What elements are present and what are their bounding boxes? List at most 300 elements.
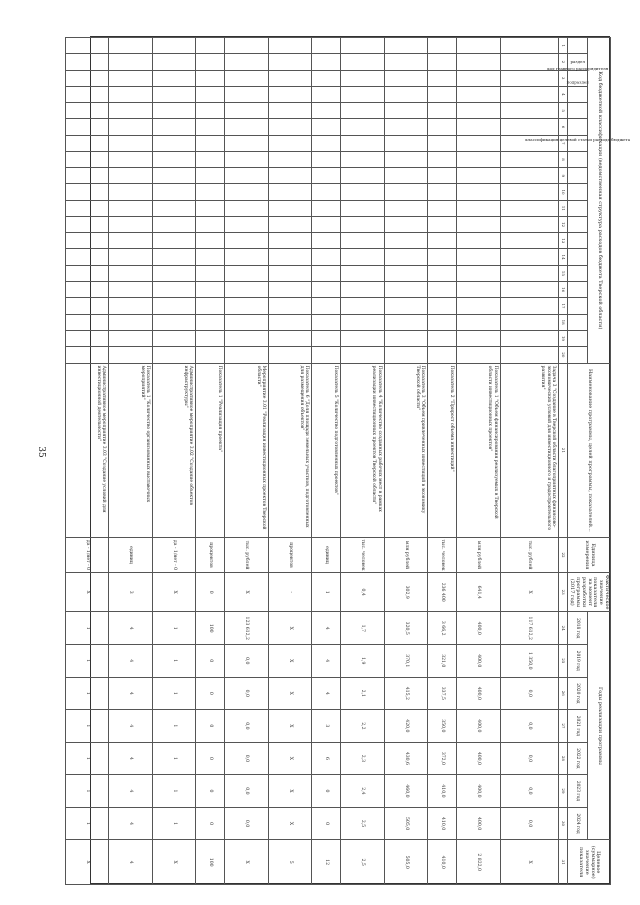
code-cell [109,216,153,232]
code-cell [65,70,109,86]
code-cell [384,184,428,200]
code-cell [312,314,341,330]
code-cell [457,200,501,216]
code-cell [109,233,153,249]
code-cell [341,184,385,200]
row-year-value: 4 [312,645,341,678]
row-unit: единиц [312,538,341,573]
row-base: Х [152,572,196,612]
row-year-value: 2,2 [341,710,385,743]
code-cell [500,70,558,86]
code-cell [109,200,153,216]
column-number: 12 [558,216,567,232]
row-name: Показатель 1 "Количество организованных выставочных мероприятий" [109,363,153,537]
header-row-indices [558,38,567,885]
code-cell [341,233,385,249]
code-cell [384,200,428,216]
code-cell [384,54,428,70]
code-cell [428,70,457,86]
code-cell [312,103,341,119]
row-base: Х [65,572,109,612]
row-year-value: 4 [109,677,153,710]
code-column-header [567,314,588,330]
code-cell [457,119,501,135]
column-number: 10 [558,184,567,200]
code-cell [109,86,153,102]
code-cell [65,298,109,314]
code-cell [312,86,341,102]
code-cell [225,38,269,54]
row-year-value: 1,7 [341,612,385,645]
code-cell [341,38,385,54]
code-cell [457,168,501,184]
row-year-value: 1 [65,742,109,775]
row-year-value: 0,0 [500,775,558,808]
row-year-value: 2,3 [341,742,385,775]
code-cell [225,70,269,86]
code-cell [384,330,428,346]
row-year-value: 430,6 [384,742,428,775]
row-year-value: 4 [109,807,153,840]
row-year-value: 400,0 [457,612,501,645]
code-cell [152,314,196,330]
row-year-value: 4 [312,677,341,710]
code-cell [152,298,196,314]
row-total: Х [152,840,196,885]
row-year-value: 1,9 [341,645,385,678]
row-year-value: 0 [312,775,341,808]
code-cell [152,347,196,364]
code-cell [109,298,153,314]
column-number: 7 [558,135,567,151]
code-cell [500,200,558,216]
row-year-value: 400,0 [457,775,501,808]
code-cell [341,347,385,364]
code-cell [341,298,385,314]
code-cell [341,54,385,70]
code-cell [341,249,385,265]
row-year-value: 0,0 [225,807,269,840]
code-cell [312,298,341,314]
code-cell [384,314,428,330]
code-cell [428,298,457,314]
row-year-value: 3 [312,710,341,743]
row-base: 302,9 [384,572,428,612]
code-cell [312,281,341,297]
code-cell [196,233,225,249]
code-cell [428,86,457,102]
code-cell [312,249,341,265]
column-number: 31 [558,840,567,885]
code-cell [109,38,153,54]
table-row [152,38,196,885]
code-cell [457,135,501,151]
code-cell [152,249,196,265]
row-year-value: 0 [196,775,225,808]
code-cell [65,151,109,167]
row-year-value: Х [268,742,312,775]
code-cell [341,119,385,135]
header-final: Целевое (суммарное) значение показателя [567,840,610,885]
code-cell [457,216,501,232]
row-year-value: 1 [152,775,196,808]
code-cell [152,281,196,297]
code-cell [384,265,428,281]
row-year-value: 1 [65,645,109,678]
code-column-header [567,103,588,119]
code-cell [65,103,109,119]
column-number: 5 [558,103,567,119]
column-number: 20 [558,347,567,364]
code-cell [500,119,558,135]
code-cell [268,298,312,314]
row-name: Административное мероприятие 3.03 "Создание условий для инвестиционной деятельности" [65,363,109,537]
row-year-value: Х [268,645,312,678]
code-column-header [525,86,631,142]
code-cell [152,119,196,135]
year-column-header: 2023 год [567,775,588,808]
code-cell [384,347,428,364]
row-total: Х [500,840,558,885]
code-cell [152,184,196,200]
code-cell [196,38,225,54]
code-cell [268,86,312,102]
row-year-value: 460,0 [384,775,428,808]
code-cell [109,184,153,200]
code-cell [65,168,109,184]
row-year-value: 1 [152,807,196,840]
code-cell [196,281,225,297]
column-number: 25 [558,645,567,678]
row-total: Х [65,840,109,885]
row-total: 4 [109,840,153,885]
row-name: Показатель 2 "Прирост объема инвестиций" [428,363,457,537]
code-cell [500,314,558,330]
row-year-value: 372,0 [428,742,457,775]
row-base: 236 400 [428,572,457,612]
column-number: 18 [558,314,567,330]
code-cell [65,330,109,346]
row-unit: млн рублей [457,538,501,573]
code-cell [384,119,428,135]
code-cell [500,347,558,364]
row-unit: тыс. человек [428,538,457,573]
row-unit: да - 1/нет - 0 [65,538,109,573]
column-number: 24 [558,612,567,645]
code-column-label: раздел [570,59,586,65]
code-cell [268,233,312,249]
code-cell [268,54,312,70]
code-cell [65,233,109,249]
row-year-value: 400,0 [457,645,501,678]
code-cell [500,184,558,200]
code-column-header [567,347,588,364]
code-cell [500,281,558,297]
row-name: Задача 3 "Создание в Тверской области благоприятных финансово-экономических условий для инвестиционного и градостроительного развития" [500,363,558,537]
row-base: 0 [196,572,225,612]
row-year-value: 100 [196,612,225,645]
row-total: 12 [312,840,341,885]
code-cell [152,86,196,102]
code-cell [268,135,312,151]
code-cell [225,168,269,184]
code-cell [457,314,501,330]
row-year-value: 1 [65,775,109,808]
year-column-header: 2022 год [567,742,588,775]
code-cell [65,184,109,200]
row-year-value: 0 [196,645,225,678]
code-cell [65,314,109,330]
row-year-value: 320,5 [384,612,428,645]
code-cell [500,103,558,119]
code-cell [500,265,558,281]
column-number: 17 [558,298,567,314]
code-cell [457,38,501,54]
row-year-value: 1 [152,677,196,710]
header-name: Наименование программы, целей программы, показателей... [567,363,610,537]
code-cell [152,265,196,281]
code-column-label: код главного распорядителя [547,66,609,72]
column-number: 11 [558,200,567,216]
code-column-header [567,70,588,86]
code-column-header [567,184,588,200]
row-year-value: 4 [109,775,153,808]
code-cell [152,168,196,184]
table-row [225,38,269,885]
code-cell [268,151,312,167]
row-year-value: 0,0 [225,742,269,775]
code-cell [312,200,341,216]
row-unit: единиц [109,538,153,573]
code-cell [312,216,341,232]
code-cell [109,119,153,135]
row-year-value: 415,2 [384,677,428,710]
column-number: 15 [558,265,567,281]
row-year-value: 0 [196,807,225,840]
row-year-value: 4 [109,612,153,645]
row-year-value: 0 [196,742,225,775]
column-number: 29 [558,775,567,808]
row-name: Административное мероприятие 3.02 "Создание объектов инфраструктуры" [152,363,196,537]
code-column-header [567,233,588,249]
header-years-group: Годы реализации программы [588,612,611,840]
row-year-value: 123 612,2 [225,612,269,645]
code-cell [428,330,457,346]
code-cell [225,184,269,200]
code-cell [457,249,501,265]
code-cell [341,135,385,151]
code-cell [268,70,312,86]
code-cell [109,151,153,167]
code-cell [225,298,269,314]
row-year-value: 0,0 [500,677,558,710]
code-cell [341,216,385,232]
row-year-value: 1 [65,710,109,743]
code-cell [152,233,196,249]
code-cell [312,54,341,70]
code-cell [428,151,457,167]
row-year-value: 370,1 [384,645,428,678]
code-cell [152,330,196,346]
code-cell [196,70,225,86]
row-year-value: 0,0 [500,807,558,840]
row-name: Показатель 5 "Количество подготовленных проектов" [312,363,341,537]
code-cell [65,135,109,151]
code-cell [152,70,196,86]
page-number: 35 [36,446,46,458]
code-cell [500,330,558,346]
code-cell [312,135,341,151]
rotated-table-wrapper [84,37,631,885]
code-column-header [567,298,588,314]
code-cell [225,86,269,102]
code-cell [196,151,225,167]
code-cell [152,151,196,167]
code-cell [341,265,385,281]
code-cell [428,249,457,265]
row-year-value: 400,0 [457,742,501,775]
row-year-value: 1 [65,807,109,840]
row-year-value: 6 [312,742,341,775]
code-cell [457,265,501,281]
row-year-value: 0,0 [225,645,269,678]
code-cell [384,86,428,102]
code-cell [225,233,269,249]
column-number: 3 [558,70,567,86]
code-cell [500,151,558,167]
row-total: 505,0 [384,840,428,885]
code-cell [384,151,428,167]
code-cell [341,330,385,346]
row-year-value: 0,0 [500,710,558,743]
code-cell [268,119,312,135]
column-number: 30 [558,807,567,840]
row-total: Х [225,840,269,885]
code-cell [225,216,269,232]
row-year-value: 4 [109,742,153,775]
row-year-value: 505,0 [384,807,428,840]
code-cell [268,347,312,364]
row-year-value: 400,0 [457,677,501,710]
code-cell [428,216,457,232]
code-cell [341,103,385,119]
code-cell [196,298,225,314]
row-year-value: Х [268,612,312,645]
code-cell [312,265,341,281]
code-cell [225,103,269,119]
code-cell [152,200,196,216]
code-column-header [567,119,588,135]
row-year-value: 0,0 [500,742,558,775]
code-cell [196,54,225,70]
code-cell [65,200,109,216]
table-row [457,38,501,885]
code-cell [65,249,109,265]
row-year-value: 0,0 [225,710,269,743]
code-cell [109,70,153,86]
code-cell [65,281,109,297]
row-year-value: 3 66,2 [428,612,457,645]
column-number: 6 [558,119,567,135]
code-cell [457,151,501,167]
code-cell [312,347,341,364]
row-unit: тыс. человек [341,538,385,573]
row-year-value: 0 [312,807,341,840]
row-year-value: 2,4 [341,775,385,808]
table-row [109,38,153,885]
row-year-value: 410,0 [428,775,457,808]
code-cell [341,86,385,102]
code-column-label: классификация целевой статьи расхода бюджета [525,136,631,142]
row-base: - [268,572,312,612]
code-cell [457,70,501,86]
code-cell [428,265,457,281]
code-cell [196,135,225,151]
year-column-header: 2024 год [567,807,588,840]
code-cell [65,216,109,232]
code-cell [341,281,385,297]
table-row [312,38,341,885]
code-cell [428,200,457,216]
row-base: 1 [312,572,341,612]
code-cell [109,249,153,265]
row-year-value: 1 [152,645,196,678]
row-year-value: 1 [65,677,109,710]
row-year-value: 350,0 [428,710,457,743]
code-cell [196,86,225,102]
row-base: Х [225,572,269,612]
row-name: Показатель 4 "Количество созданных рабочих мест в рамках реализации инвестиционных проектов Тверской области" [341,363,385,537]
code-cell [268,314,312,330]
code-cell [268,249,312,265]
code-column-header [567,216,588,232]
code-cell [500,86,558,102]
row-year-value: Х [268,807,312,840]
code-cell [109,168,153,184]
row-total: 2,5 [341,840,385,885]
code-cell [109,314,153,330]
row-unit: да - 1/нет - 0 [152,538,196,573]
row-year-value: 1 [65,612,109,645]
row-name: Показатель 1 "Объем финансирования реализуемых в Тверской области инвестиционных проектов" [457,363,501,537]
year-column-header: 2020 год [567,677,588,710]
row-total: 5 [268,840,312,885]
table-row [341,38,385,885]
code-cell [384,216,428,232]
row-year-value: 1 [152,710,196,743]
row-total: 410,0 [428,840,457,885]
code-cell [109,281,153,297]
row-year-value: 1 350,0 [500,645,558,678]
row-base: 3 [109,572,153,612]
column-number: 16 [558,281,567,297]
row-base: Х [500,572,558,612]
table-row [196,38,225,885]
code-cell [196,119,225,135]
code-cell [457,233,501,249]
row-total: 2 822,0 [457,840,501,885]
row-year-value: 1 [152,612,196,645]
code-cell [457,347,501,364]
code-cell [225,135,269,151]
code-column-header [567,151,588,167]
code-cell [225,281,269,297]
code-cell [428,54,457,70]
row-year-value: 4 [109,645,153,678]
code-cell [428,184,457,200]
code-cell [196,314,225,330]
row-year-value: 4 [312,612,341,645]
